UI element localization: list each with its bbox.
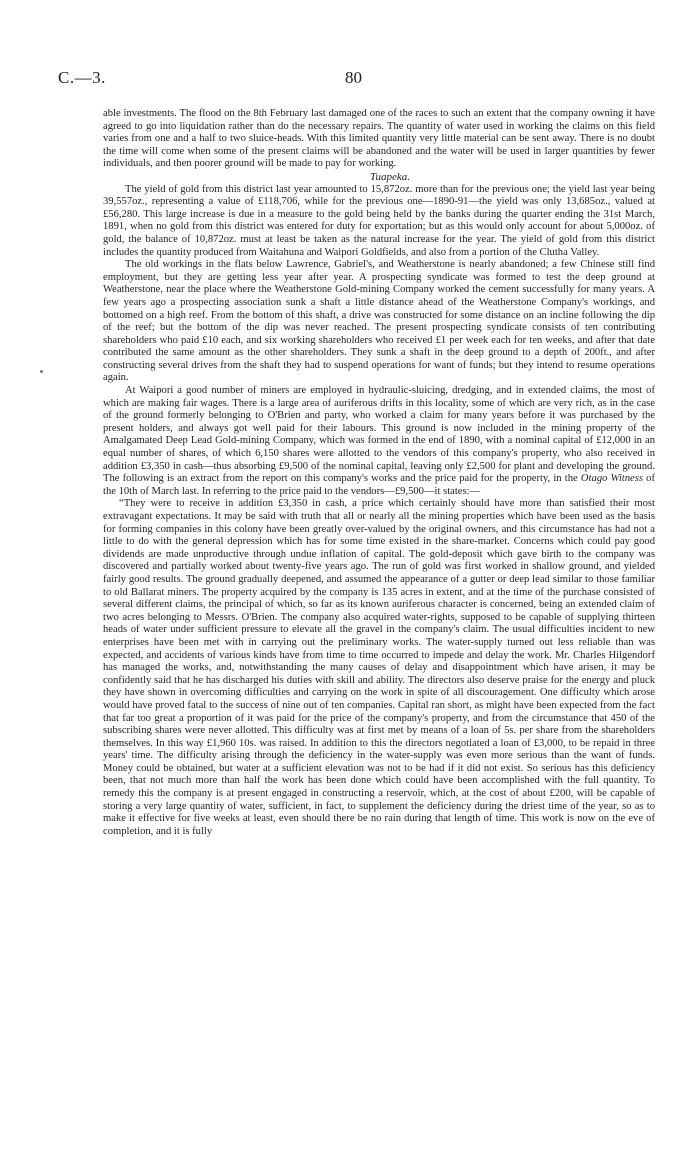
quoted-report: “They were to receive in addition £3,350 in cash, a price which certainly should have more than satisfied their most extravagant expectations. It may be said with truth that all or nearly all the mining properties which have been used as the basis for forming companies in this colony have been greatly over-valued by the original owners, and this circumstance has had not a little to do with the general depression which has for some time existed in the share-market. Concerns which could pay good dividends are made unproductive through undue inflation of capital. The gold-deposit which gave birth to the company was discovered and partially worked about twenty-five years ago. The run of gold was first worked in shallow ground, and yielded fairly good results. The ground gradually deepened, and assumed the appearance of a gutter or deep lead similar to those familiar to old Ballarat miners. The property acquired by the company is 135 acres in extent, and at the time of the purchase consisted of several different claims, the principal of which, so far as its known auriferous character is concerned, being an extended claim of two acres belonging to Messrs. O'Brien. The company also acquired water-rights, supposed to be capable of supplying thirteen heads of water under sufficient pressure to elevate all the gravel in the company's claim. The usual difficulties incident to new enterprises have been met with in carrying out the preliminary works. The water-supply turned out less reliable than was expected, and accidents of various kinds have from time to time occurred to impede and delay the work. Mr. Charles Hilgendorf has managed the works, and, notwithstanding the many causes of delay and disappointment which have arisen, it may be confidently said that he has discharged his duties with skill and ability. The directors also deserve praise for the energy and pluck they have shown in overcoming difficulties and carrying on the work in spite of all discouragement. One difficulty which arose would have proved fatal to the success of nine out of ten companies. Capital ran short, as might have been expected from the fact that far too great a proportion of it was paid for the price of the company's property, and from the circumstance that 450 of the subscribing shares were never allotted. This difficulty was at first met by means of a loan of 5s. per share from the shareholders themselves. In this way £1,960 10s. was raised. In addition to this the directors negotiated a loan of £3,000, to be repaid in three years' time. The difficulty arising through the deficiency in the water-supply was even more serious than the want of funds. Money could be obtained, but water at a sufficient elevation was not to be had if it did not exist. So serious has this deficiency been, that not much more than half the work has been done which could have been accomplished with the full quantity. To remedy this the company is at present engaged in constructing a reservoir, which, at the cost of about £200, will be capable of storing a very large quantity of water, sufficient, in fact, to supplement the deficiency during the driest time of the year, so as to make it effective for five weeks at least, even should there be no rain during that length of time. This work is now on the eve of completion, and it is fully (103, 498, 655, 837)
paragraph-waipori-text: At Waipori a good number of miners are employed in hydraulic-sluicing, dredging, and in extended claims, the most of which are making fair wages. There is a large area of auriferous drifts in this locality, some of which are very rich, as in the case of the ground formerly belonging to O'Brien and party, who worked a claim for many years before it was purchased by the present holders, and always got well paid for their labours. This ground is now included in the mining property of the Amalgamated Deep Lead Gold-mining Company, which was formed in the end of 1890, with a nominal capital of £12,000 in an equal number of shares, of which 6,150 shares were allotted to the vendors of this company's property, who also received in addition £3,350 in cash—thus absorbing £9,500 of the nominal capital, leaving only £2,500 for plant and developing the ground. The following is an extract from the report on this company's works and the price paid for the property, in the (103, 385, 655, 485)
page-header (58, 68, 658, 92)
margin-mark (40, 370, 43, 373)
paragraph-yield: The yield of gold from this district last year amounted to 15,872oz. more than for the previous one; the yield last year being 39,557oz., representing a value of £118,706, while for the previous one—1890-91—the yield was only 13,685oz., valued at £56,280. This large increase is due in a measure to the gold being held by the banks during the quarter ending the 31st March, 1891, when no gold from this district was entered for duty for exportation; but as this would only account for about 5,000oz. of gold, the balance of 10,872oz. must at least be taken as the natural increase for the year. The yield of gold from this district includes the quantity produced from Waitahuna and Waipori Goldfields, and also from a portion of the Clutha Valley. (103, 183, 655, 258)
page-number: 80 (345, 68, 362, 87)
paragraph-old-workings: The old workings in the flats below Lawrence, Gabriel's, and Weatherstone is nearly abandoned; a few Chinese still find employment, but they are getting less year after year. A prospecting syndicate was formed to test the deep ground at Weatherstone, near the place where the Weatherstone Gold-mining Company worked the cement successfully for many years. A few years ago a prospecting association sunk a shaft a little distance ahead of the Weatherstone Company's workings, and bottomed on a high reef. From the bottom of this shaft, a drive was constructed for some distance on an incline following the dip of the reef; but the bottom of the dip was never reached. The present prospecting syndicate consists of ten contributing shareholders who paid £10 each, and six working shareholders who received £1 per week each for ten weeks, and after that date contributed the same amount as the other shareholders. They sunk a shaft in the deep ground to a depth of 200ft., and after constructing several drives from the shaft they had to suspend operations for want of funds; but they intend to resume operations again. (103, 259, 655, 384)
paragraph-continuation: able investments. The flood on the 8th February last damaged one of the races to such an extent that the company owning it have agreed to go into liquidation rather than do the necessary repairs. The quantity of water used in working the claims on this field varies from one and a half to two sluice-heads. With this limited quantity very little material can be sent away. There is no doubt the time will come when some of the present claims will be abandoned and the water will be used in larger quantities by fewer individuals, and then poorer ground will be made to pay for working. (103, 108, 655, 170)
document-reference: C.—3. (58, 68, 106, 87)
paragraph-waipori-text-end: of the 10th of March last. In referring to the price paid to the vendors—£9,500—it states:— (103, 473, 655, 497)
section-heading: Tuapeka. (369, 170, 411, 183)
newspaper-title: Otago Witness (580, 473, 643, 485)
body-text (103, 108, 655, 838)
paragraph-waipori (103, 385, 655, 498)
